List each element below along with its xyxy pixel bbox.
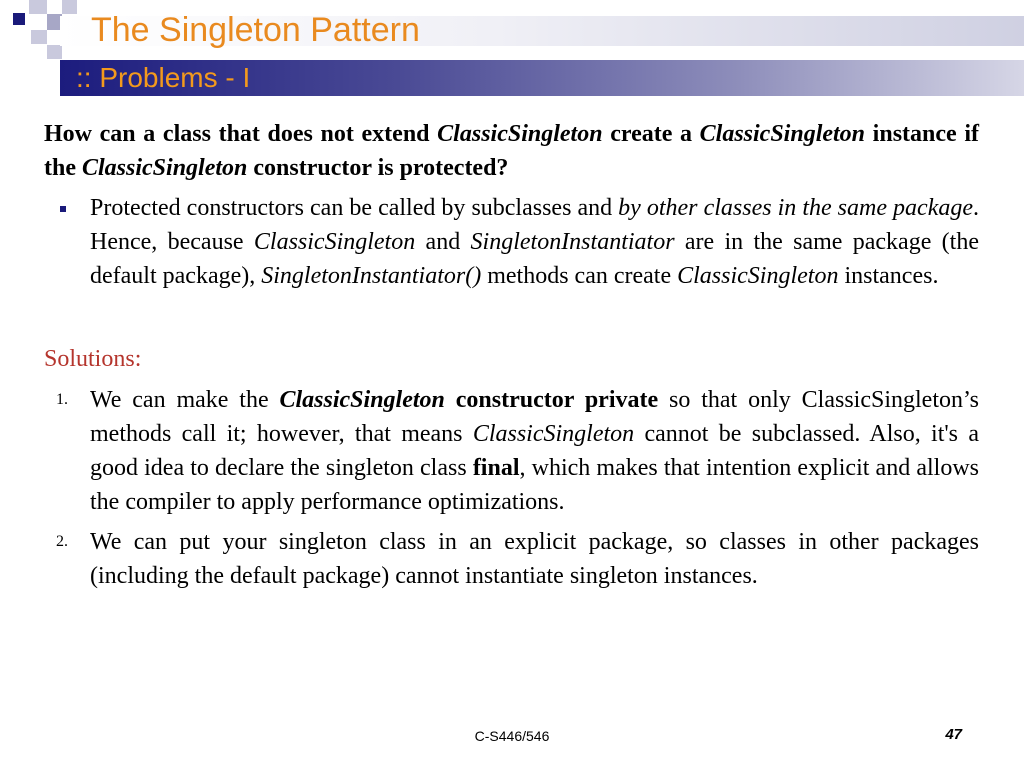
footer-page-number: 47 (945, 726, 962, 743)
solution-item-1 (44, 383, 979, 519)
slide-subtitle: :: Problems - I (76, 62, 251, 93)
solution-text: , which makes that intention explicit and allows the compiler to apply performance optimizations. (90, 455, 979, 515)
solutions-heading: Solutions: (44, 346, 142, 372)
bullet-class-name: SingletonInstantiator (470, 229, 675, 255)
question-text: create a (602, 121, 700, 147)
decor-square-light (62, 0, 77, 14)
bullet-text: methods can create (481, 263, 678, 289)
solutions-list (44, 383, 979, 593)
decor-square-light (29, 0, 47, 14)
question-class-name: ClassicSingleton (437, 121, 603, 147)
slide-content (44, 117, 979, 599)
question-text: How can a class that does not extend (44, 121, 438, 147)
bullet-class-name: ClassicSingleton (253, 229, 416, 255)
solution-text: cannot be subclassed. Also, it's a good idea to declare the singleton class (90, 421, 979, 481)
solution-class-name: ClassicSingleton (472, 421, 635, 447)
decor-square-light (47, 45, 62, 59)
bullet-method-name: SingletonInstantiator() (261, 263, 482, 289)
solution-class-name: ClassicSingleton (279, 387, 445, 413)
solution-emphasis: constructor private (444, 387, 659, 413)
bullet-text: . Hence, because (90, 195, 980, 255)
question-class-name: ClassicSingleton (82, 155, 248, 181)
solution-item-2 (44, 525, 979, 593)
footer-course-code: C-S446/546 (474, 728, 550, 744)
question-text: instance if the (44, 121, 979, 181)
bullet-text: and (415, 229, 471, 255)
bullet-text: instances. (838, 263, 939, 289)
bullet-emphasis: by other classes in the same package (618, 195, 974, 221)
slide-title: The Singleton Pattern (91, 11, 420, 49)
solution-text: We can make the (90, 387, 280, 413)
list-number: 1. (56, 391, 68, 408)
decor-square-light (31, 30, 47, 44)
question-paragraph (44, 117, 979, 185)
solution-text: so that only ClassicSingleton’s methods call it; however, that means (90, 387, 979, 447)
square-bullet-icon (60, 206, 66, 212)
list-number: 2. (56, 533, 68, 550)
solution-keyword: final (472, 455, 520, 481)
decor-square-navy (13, 13, 25, 25)
bullet-class-name: ClassicSingleton (677, 263, 839, 289)
bullet-item (44, 191, 979, 293)
question-text: constructor is protected? (247, 155, 509, 181)
solution-text: We can put your singleton class in an explicit package, so classes in other packages (including the default package) cannot instantiate singleton instances. (90, 529, 979, 589)
bullet-text: are in the same package (the default package), (90, 229, 979, 289)
bullet-text: Protected constructors can be called by subclasses and (90, 195, 619, 221)
question-class-name: ClassicSingleton (699, 121, 866, 147)
bullet-list (44, 191, 979, 293)
